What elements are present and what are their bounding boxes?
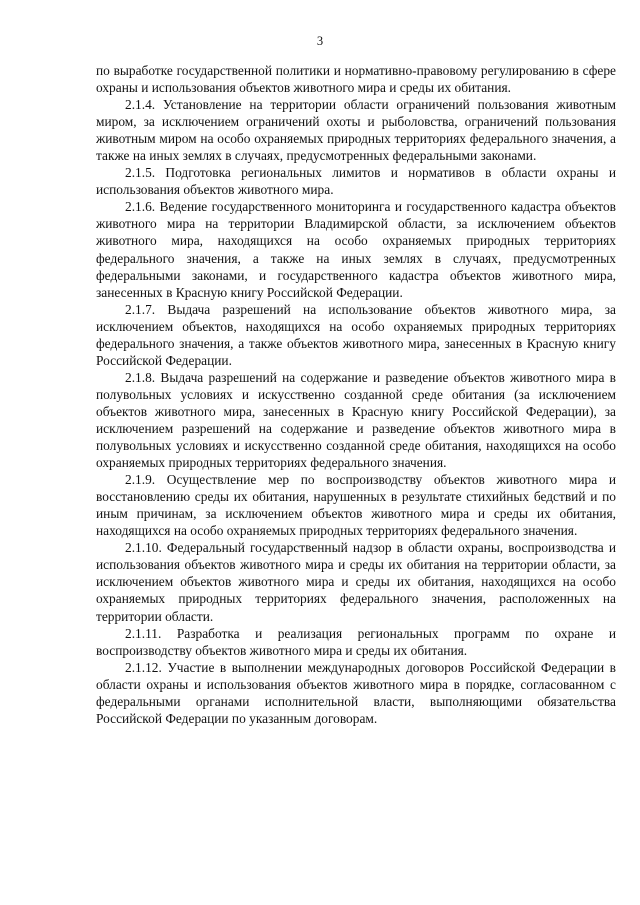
paragraph-intro-continuation: по выработке государственной политики и нормативно-правовому регулированию в сфере охраны и использования объектов животного мира и среды их обитания. (96, 63, 616, 96)
paragraph-2-1-12: 2.1.12. Участие в выполнении международных договоров Российской Федерации в области охраны и использования объектов животного мира в порядке, согласованном с федеральными органами исполнительной власти, выполняющими обязательства Российской Федерации по указанным договорам. (96, 659, 616, 726)
paragraph-2-1-9: 2.1.9. Осуществление мер по воспроизводству объектов животного мира и восстановлению среды их обитания, нарушенных в результате стихийных бедствий и по иным причинам, за исключением объектов животного мира и среды их обитания, находящихся на особо охраняемых природных территориях федерального значения. (96, 472, 616, 539)
paragraph-2-1-10: 2.1.10. Федеральный государственный надзор в области охраны, воспроизводства и использования объектов животного мира и среды их обитания на территории области, за исключением объектов животного мира и среды их обитания, находящихся на особо охраняемых природных территориях федерального значения, расположенных на территории области. (96, 540, 616, 624)
page-number: 3 (316, 34, 324, 48)
paragraph-2-1-7: 2.1.7. Выдача разрешений на использование объектов животного мира, за исключением объектов, находящихся на особо охраняемых природных территориях федерального значения, а также объектов животного мира, занесенных в Красную книгу Российской Федерации. (96, 301, 616, 368)
paragraph-2-1-8: 2.1.8. Выдача разрешений на содержание и разведение объектов животного мира в полувольных условиях и искусственно созданной среде обитания (за исключением объектов животного мира, занесенных в Красную книгу Российской Федерации), за исключением разрешений на содержание и разведение объектов животного мира в полувольных условиях и искусственно созданной среде обитания, находящихся на особо охраняемых природных территориях федерального значения. (96, 369, 616, 471)
paragraph-2-1-5: 2.1.5. Подготовка региональных лимитов и нормативов в области охраны и использования объектов животного мира. (96, 165, 616, 198)
paragraph-2-1-11: 2.1.11. Разработка и реализация региональных программ по охране и воспроизводству объектов животного мира и среды их обитания. (96, 625, 616, 658)
paragraph-2-1-4: 2.1.4. Установление на территории области ограничений пользования животным миром, за исключением ограничений охоты и рыболовства, ограничений пользования животным миром на особо охраняемых природных территориях федерального значения, а также на иных землях в случаях, предусмотренных федеральными законами. (96, 97, 616, 164)
paragraph-2-1-6: 2.1.6. Ведение государственного мониторинга и государственного кадастра объектов животного мира на территории Владимирской области, за исключением объектов животного мира, находящихся на особо охраняемых природных территориях федерального значения, а также на иных землях в случаях, предусмотренных федеральными законами, и государственного кадастра объектов животного мира, занесенных в Красную книгу Российской Федерации. (96, 199, 616, 300)
document-body (96, 62, 616, 727)
